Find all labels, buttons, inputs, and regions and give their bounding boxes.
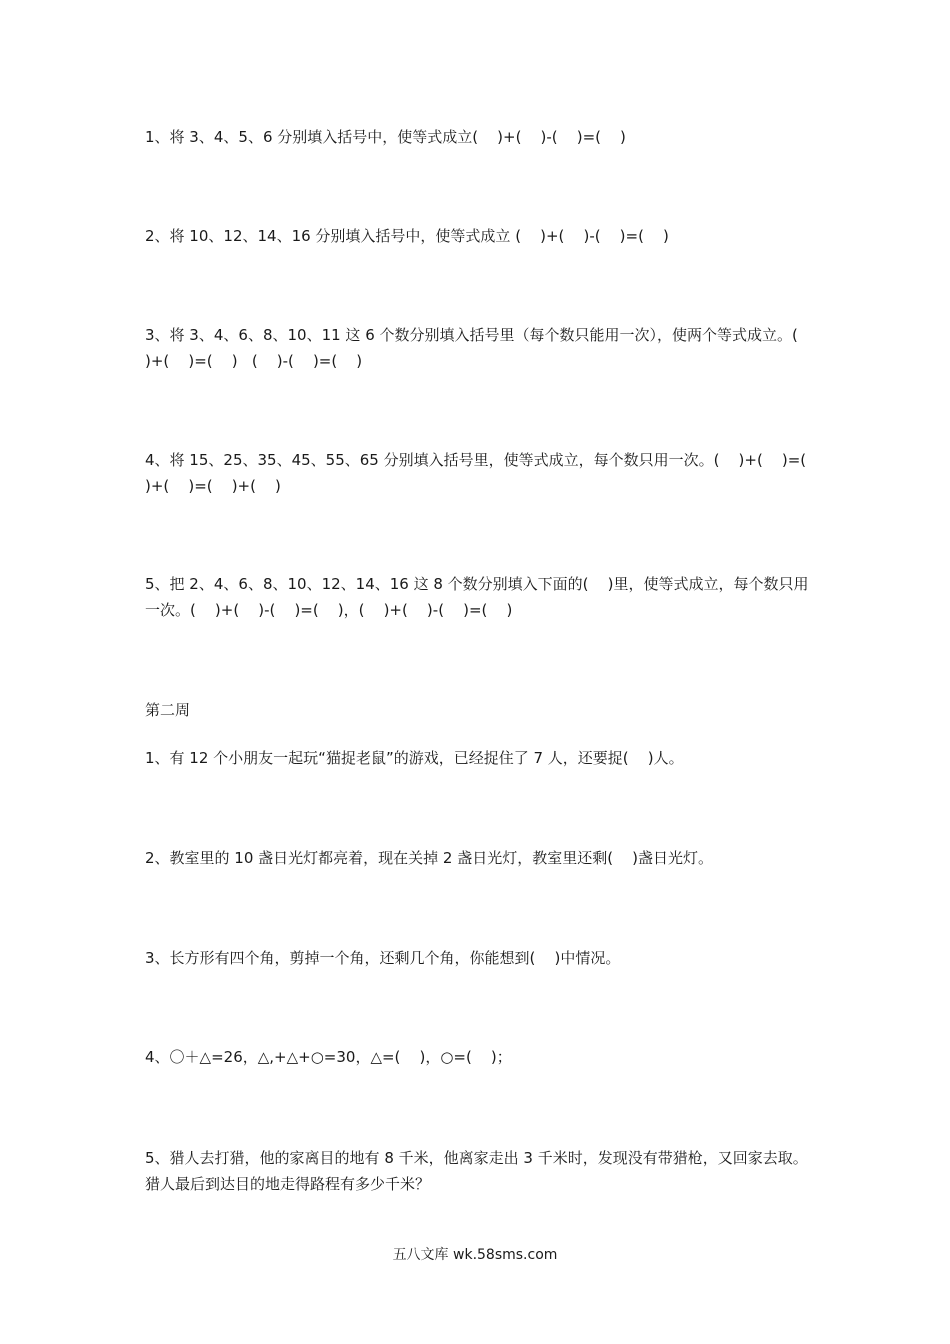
week1-question-4: 4、将 15、25、35、45、55、65 分别填入括号里，使等式成立，每个数只用一次。( )+( )=( )+( )=( )+( ) [145,451,826,495]
week1-question-5: 5、把 2、4、6、8、10、12、14、16 这 8 个数分别填入下面的( )里，使等式成立，每个数只用一次。( )+( )-( )=( )，( )+( )-( )=( ) [145,575,809,619]
week2-heading: 第二周 [145,701,191,719]
week2-question-3: 3、长方形有四个角，剪掉一个角，还剩几个角，你能想到( )中情况。 [145,949,621,967]
week2-question-5: 5、猎人去打猎，他的家离目的地有 8 千米，他离家走出 3 千米时，发现没有带猎枪，又回家去取。猎人最后到达目的地走得路程有多少千米？ [145,1149,808,1193]
week2-question-2: 2、教室里的 10 盏日光灯都亮着，现在关掉 2 盏日光灯，教室里还剩( )盏日光灯。 [145,849,714,867]
week1-question-3: 3、将 3、4、6、8、10、11 这 6 个数分别填入括号里（每个数只能用一次），使两个等式成立。( )+( )=( ) ( )-( )=( ) [145,326,817,370]
week2-question-1: 1、有 12 个小朋友一起玩“猫捉老鼠”的游戏，已经捉住了 7 人，还要捉( )人。 [145,749,684,767]
footer-watermark: 五八文库 wk.58sms.com [392,1247,558,1263]
week2-question-4: 4、〇＋△=26，△,+△+○=30，△=( )，○=( )； [145,1048,512,1066]
week1-question-1: 1、将 3、4、5、6 分别填入括号中，使等式成立( )+( )-( )=( ) [145,128,626,146]
week1-question-2: 2、将 10、12、14、16 分别填入括号中，使等式成立 ( )+( )-( )=( ) [145,227,669,245]
